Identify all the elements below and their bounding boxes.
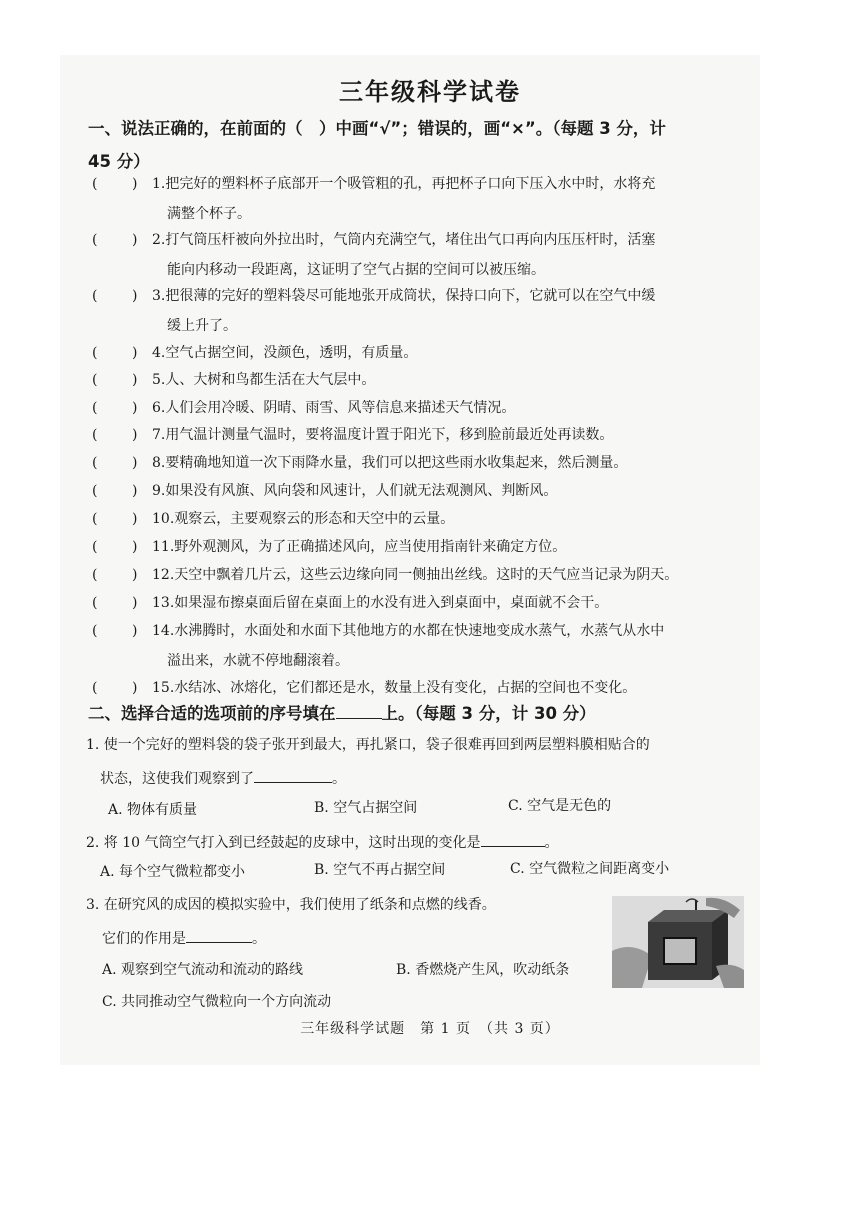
section2-heading (88, 697, 758, 730)
item-statement (152, 617, 752, 645)
item-statement (152, 394, 752, 422)
answer-paren-open[interactable]: ( (92, 623, 98, 639)
answer-paren-close[interactable]: ) (132, 455, 138, 471)
page-footer: 三年级科学试题 第 1 页 （共 3 页） (300, 1021, 560, 1037)
item-text-continuation: 能向内移动一段距离，这证明了空气占据的空间可以被压缩。 (167, 262, 545, 278)
question-text: 3. 在研究风的成因的模拟实验中，我们使用了纸条和点燃的线香。 (86, 897, 496, 913)
item-text: 把很薄的完好的塑料袋尽可能地张开成筒状，保持口向下，它就可以在空气中缓 (165, 288, 656, 304)
answer-paren-close[interactable]: ) (132, 623, 138, 639)
item-number: 6. (152, 400, 166, 416)
question-text: 。 (252, 931, 266, 947)
answer-blank[interactable] (336, 700, 382, 719)
answer-paren-close[interactable]: ) (132, 232, 138, 248)
answer-paren-open[interactable]: ( (92, 288, 98, 304)
item-text: 要精确地知道一次下雨降水量，我们可以把这些雨水收集起来，然后测量。 (165, 455, 628, 471)
item-text-continuation: 溢出来，水就不停地翻滚着。 (167, 653, 349, 669)
answer-paren-open[interactable]: ( (92, 232, 98, 248)
question-1-line2 (100, 764, 770, 793)
item-text-continuation: 满整个杯子。 (167, 206, 251, 222)
question-text: 。 (544, 835, 559, 851)
item-text: 空气占据空间，没颜色，透明，有质量。 (165, 345, 418, 361)
item-text: 观察云，主要观察云的形态和天空中的云量。 (174, 511, 455, 527)
answer-paren-close[interactable]: ) (132, 539, 138, 555)
question-text: 它们的作用是 (102, 931, 186, 947)
answer-paren-open[interactable]: ( (92, 372, 98, 388)
item-number: 7. (152, 427, 166, 443)
answer-paren-open[interactable]: ( (92, 680, 98, 696)
answer-paren-open[interactable]: ( (92, 427, 98, 443)
answer-paren-open[interactable]: ( (92, 400, 98, 416)
section1-heading-line1: 一、说法正确的，在前面的（ ）中画“√”；错误的，画“×”。（每题 3 分，计 (88, 119, 666, 138)
choice-question-1 (86, 731, 756, 759)
question-text: 1. 使一个完好的塑料袋的袋子张开到最大，再扎紧口，袋子很难再回到两层塑料膜相贴合的 (86, 737, 650, 753)
item-text: 用气温计测量气温时，要将温度计置于阳光下，移到脸前最近处再读数。 (165, 427, 614, 443)
answer-paren-close[interactable]: ) (132, 680, 138, 696)
item-statement (152, 226, 752, 254)
question-text: 。 (332, 771, 346, 787)
answer-paren-open[interactable]: ( (92, 539, 98, 555)
answer-paren-open[interactable]: ( (92, 483, 98, 499)
item-number: 15. (152, 680, 175, 696)
item-statement (152, 505, 752, 533)
item-statement (152, 366, 752, 394)
section1-heading-line2: 45 分） (88, 152, 150, 171)
item-statement (152, 589, 752, 617)
item-number: 11. (152, 539, 175, 555)
answer-paren-open[interactable]: ( (92, 595, 98, 611)
item-text: 水结冰、冰熔化，它们都还是水，数量上没有变化，占据的空间也不变化。 (174, 680, 637, 696)
item-text: 如果湿布擦桌面后留在桌面上的水没有进入到桌面中，桌面就不会干。 (174, 595, 609, 611)
section2-heading-post: 上。（每题 3 分，计 30 分） (381, 704, 596, 723)
answer-paren-open[interactable]: ( (92, 345, 98, 361)
option-b[interactable]: B. 空气不再占据空间 (314, 862, 446, 878)
item-statement (152, 561, 752, 589)
item-number: 4. (152, 345, 166, 361)
answer-paren-close[interactable]: ) (132, 483, 138, 499)
item-statement (152, 449, 752, 477)
item-text: 天空中飘着几片云，这些云边缘向同一侧抽出丝线。这时的天气应当记录为阴天。 (174, 567, 679, 583)
section2-heading-pre: 二、选择合适的选项前的序号填在 (88, 704, 336, 723)
answer-paren-open[interactable]: ( (92, 567, 98, 583)
wind-experiment-box-photo (612, 896, 744, 988)
item-number: 10. (152, 511, 175, 527)
item-statement (152, 282, 752, 310)
answer-blank[interactable] (254, 764, 332, 783)
item-text: 人、大树和鸟都生活在大气层中。 (165, 372, 376, 388)
question-text: 2. 将 10 气筒空气打入到已经鼓起的皮球中，这时出现的变化是 (86, 835, 481, 851)
item-statement (152, 170, 752, 198)
item-text: 如果没有风旗、风向袋和风速计，人们就无法观测风、判断风。 (165, 483, 558, 499)
item-number: 9. (152, 483, 166, 499)
item-number: 5. (152, 372, 166, 388)
item-statement (152, 339, 752, 367)
item-number: 2. (152, 232, 166, 248)
section1-heading (88, 112, 758, 178)
answer-paren-open[interactable]: ( (92, 176, 98, 192)
option-a[interactable]: A. 每个空气微粒都变小 (100, 864, 246, 880)
answer-paren-close[interactable]: ) (132, 511, 138, 527)
item-number: 12. (152, 567, 175, 583)
item-number: 14. (152, 623, 175, 639)
option-b[interactable]: B. 香燃烧产生风，吹动纸条 (396, 962, 570, 978)
item-text-continuation: 缓上升了。 (167, 318, 237, 334)
choice-question-2 (86, 828, 756, 857)
option-a[interactable]: A. 物体有质量 (108, 802, 198, 818)
answer-paren-close[interactable]: ) (132, 595, 138, 611)
item-number: 8. (152, 455, 166, 471)
answer-paren-close[interactable]: ) (132, 288, 138, 304)
answer-paren-close[interactable]: ) (132, 345, 138, 361)
answer-paren-close[interactable]: ) (132, 400, 138, 416)
item-number: 1. (152, 176, 166, 192)
item-statement (152, 477, 752, 505)
item-text: 打气筒压杆被向外拉出时，气筒内充满空气，堵住出气口再向内压压杆时，活塞 (165, 232, 656, 248)
answer-blank[interactable] (481, 828, 545, 847)
item-number: 13. (152, 595, 175, 611)
item-text: 水沸腾时，水面处和水面下其他地方的水都在快速地变成水蒸气，水蒸气从水中 (174, 623, 665, 639)
answer-paren-close[interactable]: ) (132, 567, 138, 583)
answer-paren-open[interactable]: ( (92, 455, 98, 471)
item-text: 野外观测风，为了正确描述风向，应当使用指南针来确定方位。 (174, 539, 567, 555)
option-c[interactable]: C. 空气是无色的 (508, 798, 612, 814)
answer-paren-close[interactable]: ) (132, 372, 138, 388)
page-title: 三年级科学试卷 (339, 78, 521, 106)
item-statement (152, 533, 752, 561)
question-text: 状态，这使我们观察到了 (100, 771, 254, 787)
option-b[interactable]: B. 空气占据空间 (314, 800, 418, 816)
answer-paren-close[interactable]: ) (132, 427, 138, 443)
option-c[interactable]: C. 空气微粒之间距离变小 (510, 861, 670, 877)
option-a[interactable]: A. 观察到空气流动和流动的路线 (102, 962, 304, 978)
item-text: 把完好的塑料杯子底部开一个吸管粗的孔，再把杯子口向下压入水中时，水将充 (165, 176, 656, 192)
item-text: 人们会用冷暖、阴晴、雨雪、风等信息来描述天气情况。 (165, 400, 516, 416)
item-number: 3. (152, 288, 166, 304)
answer-paren-open[interactable]: ( (92, 511, 98, 527)
option-c[interactable]: C. 共同推动空气微粒向一个方向流动 (102, 994, 332, 1010)
answer-paren-close[interactable]: ) (132, 176, 138, 192)
item-statement (152, 421, 752, 449)
answer-blank[interactable] (186, 924, 252, 943)
